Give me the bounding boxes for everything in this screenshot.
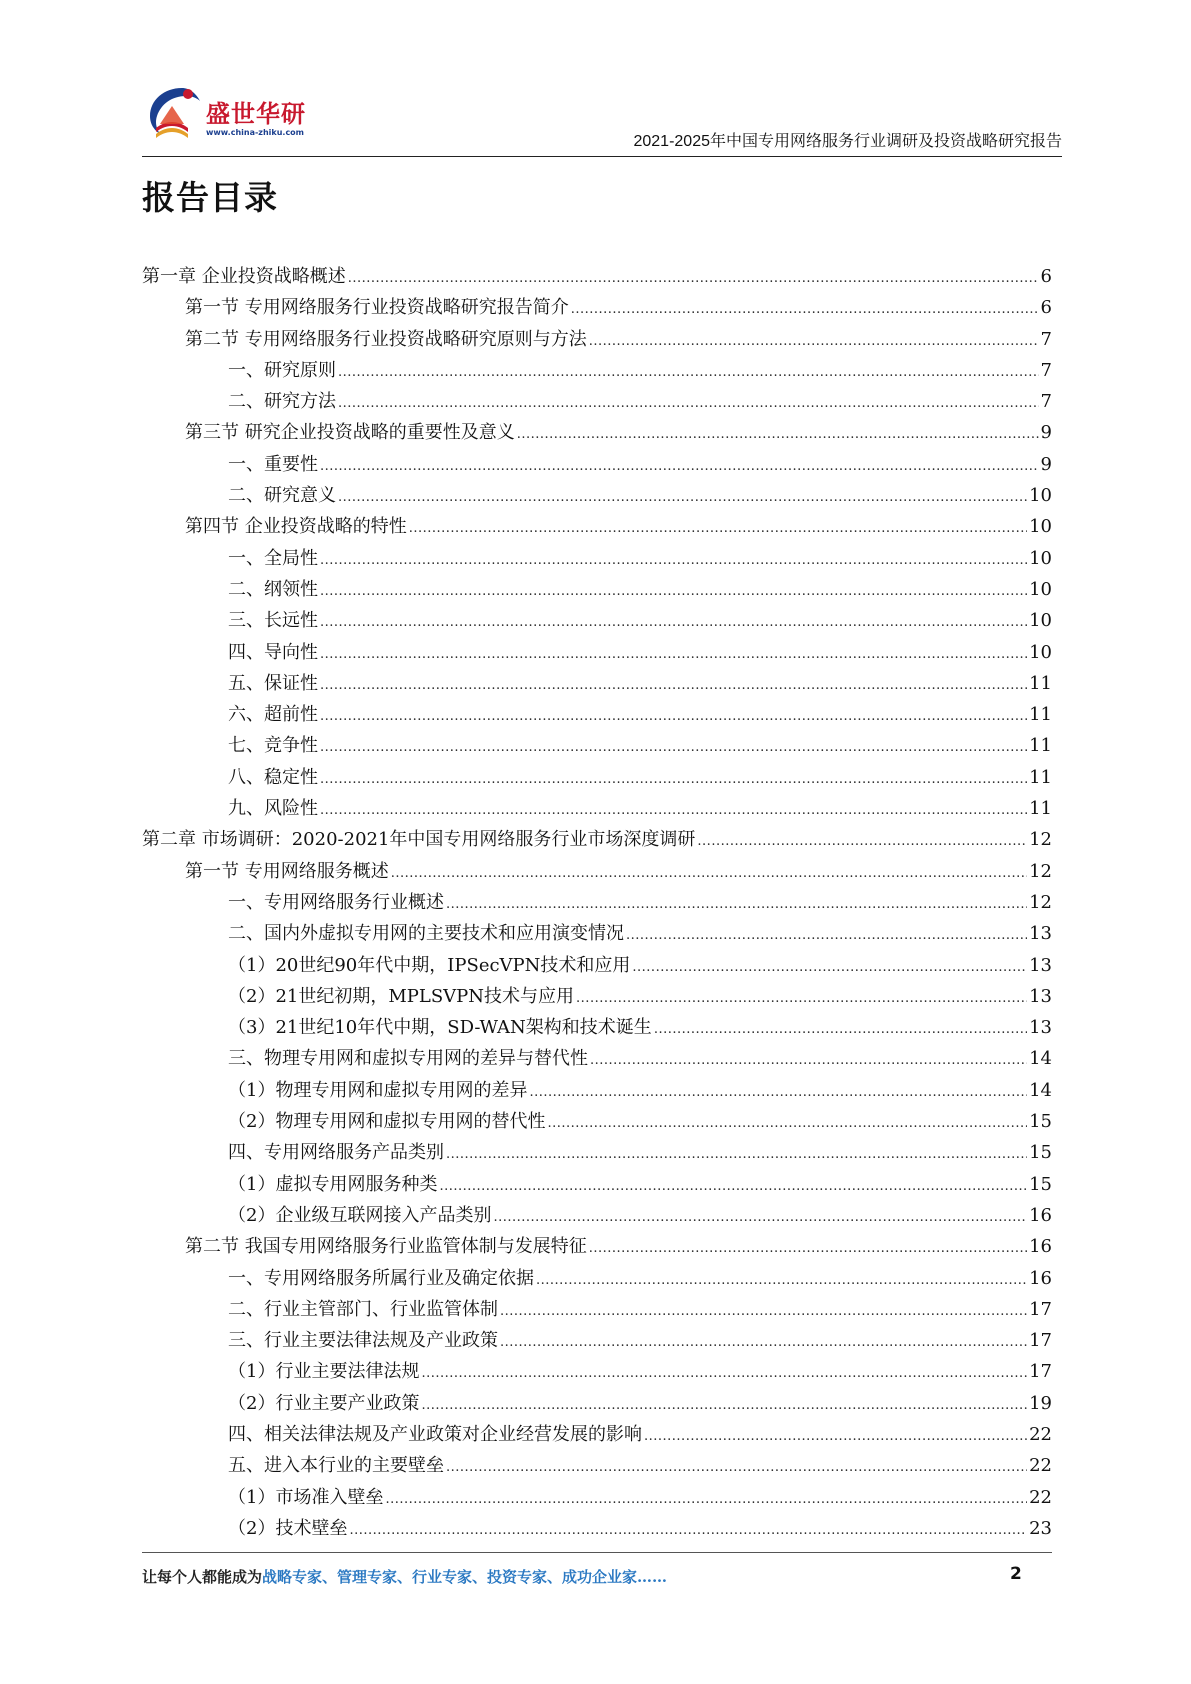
- toc-entry-page: 12: [1029, 860, 1052, 882]
- toc-dot-leader: [500, 1335, 1027, 1350]
- toc-entry[interactable]: [142, 1483, 1052, 1514]
- toc-entry[interactable]: [142, 1357, 1052, 1388]
- toc-dot-leader: [626, 928, 1027, 943]
- toc-entry-label: 二、纲领性: [228, 578, 318, 600]
- toc-dot-leader: [654, 1022, 1027, 1037]
- toc-dot-leader: [493, 1210, 1027, 1225]
- toc-entry-page: 17: [1029, 1298, 1052, 1320]
- toc-entry-page: 13: [1029, 923, 1052, 945]
- toc-entry-page: 11: [1029, 766, 1052, 788]
- toc-entry-page: 15: [1029, 1173, 1052, 1195]
- toc-entry[interactable]: [142, 1044, 1052, 1075]
- toc-entry-page: 9: [1040, 453, 1052, 475]
- toc-entry-page: 19: [1029, 1392, 1052, 1414]
- toc-entry-page: 7: [1040, 328, 1052, 350]
- toc-entry[interactable]: [142, 1138, 1052, 1169]
- toc-entry-label: 一、专用网络服务行业概述: [228, 891, 444, 913]
- toc-dot-leader: [576, 991, 1027, 1006]
- toc-entry-label: （1）物理专用网和虚拟专用网的差异: [228, 1079, 528, 1101]
- toc-entry-page: 10: [1029, 578, 1052, 600]
- toc-entry-label: （1）行业主要法律法规: [228, 1361, 420, 1383]
- toc-entry-page: 22: [1029, 1423, 1052, 1445]
- toc-entry-label: （2）物理专用网和虚拟专用网的替代性: [228, 1111, 546, 1133]
- toc-entry-page: 16: [1029, 1236, 1052, 1258]
- toc-entry-label: 八、稳定性: [228, 766, 318, 788]
- header-divider: [142, 156, 1062, 157]
- toc-entry-page: 13: [1029, 954, 1052, 976]
- toc-entry-label: 三、长远性: [228, 610, 318, 632]
- toc-entry-label: 第一节 专用网络服务概述: [185, 860, 389, 882]
- toc-entry[interactable]: [142, 1201, 1052, 1232]
- toc-entry-label: 二、国内外虚拟专用网的主要技术和应用演变情况: [228, 923, 624, 945]
- toc-entry[interactable]: [142, 857, 1052, 888]
- toc-entry-page: 15: [1029, 1111, 1052, 1133]
- toc-dot-leader: [644, 1429, 1027, 1444]
- toc-dot-leader: [391, 866, 1027, 881]
- toc-dot-leader: [590, 1053, 1027, 1068]
- logo-url: www.china-zhiku.com: [206, 128, 305, 137]
- toc-entry-page: 11: [1029, 798, 1052, 820]
- toc-dot-leader: [500, 1304, 1027, 1319]
- toc-entry-label: 一、专用网络服务所属行业及确定依据: [228, 1267, 534, 1289]
- toc-entry[interactable]: [142, 888, 1052, 919]
- toc-entry-page: 6: [1040, 266, 1052, 287]
- toc-dot-leader: [446, 1147, 1027, 1162]
- toc-entry-page: 16: [1029, 1267, 1052, 1289]
- toc-entry[interactable]: [142, 1420, 1052, 1451]
- toc-dot-leader: [349, 1523, 1027, 1538]
- toc-entry-page: 13: [1029, 1017, 1052, 1039]
- toc-entry-label: 四、导向性: [228, 641, 318, 663]
- toc-dot-leader: [529, 1085, 1027, 1100]
- toc-entry-label: 第三节 研究企业投资战略的重要性及意义: [185, 422, 515, 444]
- toc-entry-label: （2）21世纪初期，MPLSVPN技术与应用: [228, 985, 575, 1007]
- toc-entry-label: （1）市场准入壁垒: [228, 1486, 384, 1508]
- toc-entry-label: （1）20世纪90年代中期，IPSecVPN技术和应用: [228, 954, 631, 976]
- toc-dot-leader: [439, 1179, 1027, 1194]
- toc-entry-page: 10: [1029, 610, 1052, 632]
- toc-entry[interactable]: [142, 794, 1052, 825]
- toc-entry-page: 22: [1029, 1455, 1052, 1477]
- toc-dot-leader: [320, 709, 1027, 724]
- toc-dot-leader: [446, 897, 1027, 912]
- toc-entry-page: 11: [1029, 672, 1052, 694]
- toc-entry[interactable]: [142, 418, 1052, 449]
- document-title: 2021-2025年中国专用网络服务行业调研及投资战略研究报告: [633, 133, 1062, 150]
- toc-dot-leader: [320, 459, 1039, 474]
- toc-entry[interactable]: [142, 669, 1052, 700]
- toc-dot-leader: [632, 960, 1027, 975]
- toc-entry-label: （3）21世纪10年代中期，SD-WAN架构和技术诞生: [228, 1017, 652, 1039]
- toc-dot-leader: [320, 803, 1027, 818]
- table-of-contents: [142, 262, 1052, 1545]
- toc-entry-page: 6: [1040, 297, 1052, 319]
- toc-entry-label: 二、研究方法: [228, 391, 336, 413]
- toc-entry-page: 12: [1029, 891, 1052, 913]
- toc-dot-leader: [320, 584, 1027, 599]
- toc-entry-page: 9: [1040, 422, 1052, 444]
- toc-entry[interactable]: [142, 512, 1052, 543]
- toc-entry[interactable]: [142, 1232, 1052, 1263]
- toc-dot-leader: [385, 1492, 1027, 1507]
- toc-entry[interactable]: [142, 356, 1052, 387]
- toc-entry-label: 三、行业主要法律法规及产业政策: [228, 1330, 498, 1352]
- toc-entry-page: 12: [1029, 829, 1052, 851]
- toc-entry[interactable]: [142, 1170, 1052, 1201]
- toc-entry[interactable]: [142, 1389, 1052, 1420]
- footer-slogan: [142, 1566, 667, 1587]
- toc-entry-page: 22: [1029, 1486, 1052, 1508]
- footer-slogan-prefix: 让每个人都能成为: [142, 1568, 263, 1586]
- toc-entry[interactable]: [142, 1013, 1052, 1044]
- toc-entry[interactable]: [142, 325, 1052, 356]
- page-number: 2: [1010, 1564, 1022, 1584]
- page-title: 报告目录: [142, 178, 278, 217]
- toc-dot-leader: [446, 1460, 1027, 1475]
- toc-entry[interactable]: [142, 763, 1052, 794]
- toc-dot-leader: [320, 553, 1027, 568]
- toc-dot-leader: [571, 302, 1039, 317]
- toc-entry-label: 第一章 企业投资战略概述: [142, 266, 346, 287]
- toc-entry-page: 17: [1029, 1330, 1052, 1352]
- toc-entry-label: 三、物理专用网和虚拟专用网的差异与替代性: [228, 1048, 588, 1070]
- toc-entry[interactable]: [142, 387, 1052, 418]
- toc-entry[interactable]: [142, 293, 1052, 324]
- toc-entry-label: 第二节 专用网络服务行业投资战略研究原则与方法: [185, 328, 587, 350]
- toc-entry-page: 13: [1029, 985, 1052, 1007]
- toc-entry[interactable]: [142, 481, 1052, 512]
- toc-entry-label: （2）技术壁垒: [228, 1517, 348, 1539]
- toc-entry-label: 七、竞争性: [228, 735, 318, 757]
- toc-dot-leader: [338, 396, 1039, 411]
- toc-entry[interactable]: [142, 575, 1052, 606]
- toc-entry-label: 第二节 我国专用网络服务行业监管体制与发展特征: [185, 1236, 587, 1258]
- logo-text: 盛世华研: [206, 100, 306, 128]
- toc-dot-leader: [320, 615, 1027, 630]
- toc-dot-leader: [421, 1366, 1027, 1381]
- toc-entry-page: 11: [1029, 704, 1052, 726]
- toc-dot-leader: [338, 365, 1039, 380]
- toc-dot-leader: [589, 334, 1039, 349]
- toc-entry-label: 一、重要性: [228, 453, 318, 475]
- toc-entry-page: 16: [1029, 1204, 1052, 1226]
- toc-entry-page: 15: [1029, 1142, 1052, 1164]
- toc-dot-leader: [348, 271, 1039, 286]
- toc-entry[interactable]: [142, 1326, 1052, 1357]
- toc-dot-leader: [320, 772, 1027, 787]
- toc-dot-leader: [320, 740, 1027, 755]
- toc-entry[interactable]: [142, 1451, 1052, 1482]
- toc-entry-label: 四、相关法律法规及产业政策对企业经营发展的影响: [228, 1423, 642, 1445]
- toc-entry-label: 第一节 专用网络服务行业投资战略研究报告简介: [185, 297, 569, 319]
- toc-entry-label: 五、保证性: [228, 672, 318, 694]
- toc-entry-page: 7: [1040, 359, 1052, 381]
- toc-dot-leader: [320, 678, 1027, 693]
- toc-entry-label: 九、风险性: [228, 798, 318, 820]
- footer-slogan-accent: 战略专家、管理专家、行业专家、投资专家、成功企业家……: [262, 1568, 668, 1586]
- toc-dot-leader: [338, 490, 1027, 505]
- toc-entry-page: 10: [1029, 641, 1052, 663]
- toc-entry[interactable]: [142, 919, 1052, 950]
- toc-entry-page: 7: [1040, 391, 1052, 413]
- toc-entry[interactable]: [142, 544, 1052, 575]
- toc-entry[interactable]: [142, 982, 1052, 1013]
- toc-entry-label: 二、研究意义: [228, 485, 336, 507]
- toc-entry-label: 四、专用网络服务产品类别: [228, 1142, 444, 1164]
- toc-dot-leader: [547, 1116, 1027, 1131]
- toc-entry-page: 23: [1029, 1517, 1052, 1539]
- toc-entry[interactable]: [142, 825, 1052, 856]
- toc-entry-label: 五、进入本行业的主要壁垒: [228, 1455, 444, 1477]
- toc-entry[interactable]: [142, 450, 1052, 481]
- toc-dot-leader: [409, 521, 1027, 536]
- toc-entry[interactable]: [142, 700, 1052, 731]
- toc-entry[interactable]: [142, 951, 1052, 982]
- toc-entry[interactable]: [142, 606, 1052, 637]
- toc-entry[interactable]: [142, 638, 1052, 669]
- toc-entry-label: 第四节 企业投资战略的特性: [185, 516, 407, 538]
- toc-entry-label: 第二章 市场调研：2020-2021年中国专用网络服务行业市场深度调研: [142, 829, 696, 851]
- toc-dot-leader: [536, 1273, 1027, 1288]
- toc-entry-page: 10: [1029, 516, 1052, 538]
- footer-divider: [142, 1552, 1052, 1553]
- toc-dot-leader: [421, 1398, 1027, 1413]
- page-header: [142, 78, 1062, 156]
- toc-entry-page: 10: [1029, 485, 1052, 507]
- toc-entry-page: 17: [1029, 1361, 1052, 1383]
- toc-dot-leader: [697, 834, 1027, 849]
- toc-entry[interactable]: [142, 731, 1052, 762]
- toc-entry[interactable]: [142, 1514, 1052, 1545]
- toc-entry-label: 二、行业主管部门、行业监管体制: [228, 1298, 498, 1320]
- toc-entry[interactable]: [142, 1295, 1052, 1326]
- toc-entry-page: 14: [1029, 1079, 1052, 1101]
- toc-entry-page: 14: [1029, 1048, 1052, 1070]
- toc-entry-label: 六、超前性: [228, 704, 318, 726]
- toc-entry-page: 11: [1029, 735, 1052, 757]
- toc-entry-label: （2）企业级互联网接入产品类别: [228, 1204, 492, 1226]
- toc-dot-leader: [517, 427, 1039, 442]
- logo-icon: [142, 84, 206, 144]
- toc-entry-label: 一、研究原则: [228, 359, 336, 381]
- toc-entry[interactable]: [142, 1107, 1052, 1138]
- toc-entry[interactable]: [142, 1264, 1052, 1295]
- toc-entry[interactable]: [142, 1076, 1052, 1107]
- toc-entry-label: （2）行业主要产业政策: [228, 1392, 420, 1414]
- toc-entry[interactable]: [142, 262, 1052, 293]
- toc-dot-leader: [589, 1241, 1027, 1256]
- toc-entry-label: 一、全局性: [228, 547, 318, 569]
- company-logo: [142, 84, 312, 144]
- toc-entry-page: 10: [1029, 547, 1052, 569]
- toc-dot-leader: [320, 647, 1027, 662]
- toc-entry-label: （1）虚拟专用网服务种类: [228, 1173, 438, 1195]
